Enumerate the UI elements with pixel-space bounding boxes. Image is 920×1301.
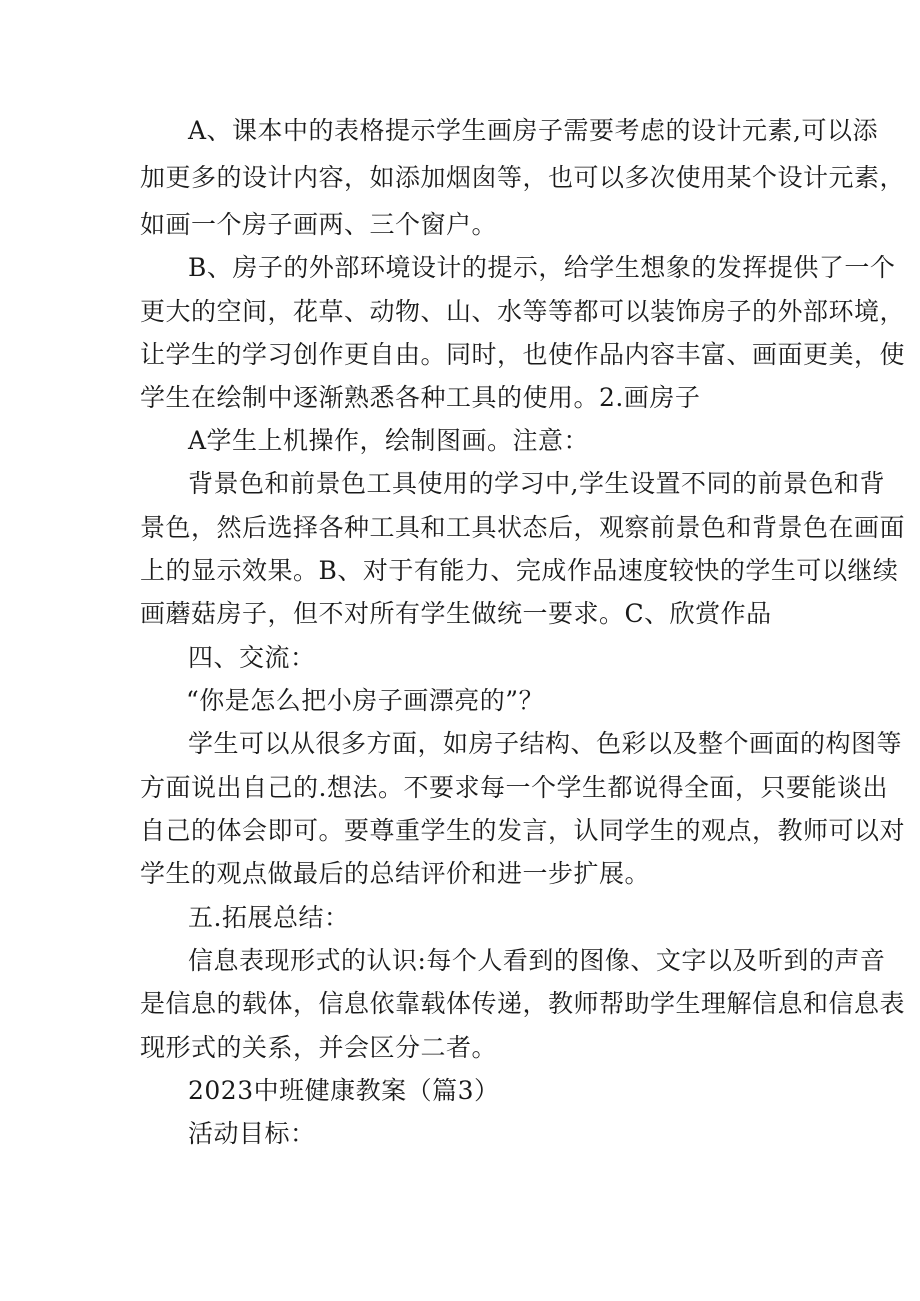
paragraph-student-line-4: 学生的观点做最后的总结评价和进一步扩展。	[140, 859, 651, 888]
paragraph-info-line-2: 是信息的载体，信息依靠载体传递，教师帮助学生理解信息和信息表	[140, 989, 906, 1018]
paragraph-a-line-2: 加更多的设计内容，如添加烟囱等，也可以多次使用某个设计元素，	[140, 163, 906, 192]
paragraph-student-line-1: 学生可以从很多方面，如房子结构、色彩以及整个画面的构图等	[188, 729, 903, 758]
paragraph-student-line-3: 自己的体会即可。要尊重学生的发言，认同学生的观点，教师可以对	[140, 816, 906, 845]
section-heading-exchange: 四、交流：	[188, 643, 316, 672]
paragraph-b-line-2: 更大的空间，花草、动物、山、水等等都可以装饰房子的外部环境，	[140, 297, 906, 326]
paragraph-b-line-1: B、房子的外部环境设计的提示，给学生想象的发挥提供了一个	[188, 253, 896, 282]
paragraph-a-line-1: A、课本中的表格提示学生画房子需要考虑的设计元素,可以添	[188, 116, 879, 145]
section-heading-summary: 五.拓展总结：	[188, 903, 350, 932]
paragraph-b-line-4: 学生在绘制中逐渐熟悉各种工具的使用。2.画房子	[140, 383, 701, 412]
paragraph-info-line-1: 信息表现形式的认识:每个人看到的图像、文字以及听到的声音	[188, 946, 886, 975]
question-quote: “你是怎么把小房子画漂亮的”？	[186, 686, 545, 715]
paragraph-color-line-3: 上的显示效果。B、对于有能力、完成作品速度较快的学生可以继续	[140, 556, 899, 585]
paragraph-info-line-3: 现形式的关系，并会区分二者。	[140, 1033, 498, 1062]
paragraph-student-line-2: 方面说出自己的.想法。不要求每一个学生都说得全面，只要能谈出	[140, 773, 888, 802]
paragraph-b-line-3: 让学生的学习创作更自由。同时，也使作品内容丰富、画面更美，使	[140, 340, 906, 369]
lesson-title: 2023中班健康教案（篇3）	[188, 1076, 500, 1105]
paragraph-a-line-3: 如画一个房子画两、三个窗户。	[140, 210, 498, 239]
paragraph-color-line-2: 景色，然后选择各种工具和工具状态后，观察前景色和背景色在画面	[140, 513, 906, 542]
paragraph-color-line-1: 背景色和前景色工具使用的学习中,学生设置不同的前景色和背	[188, 469, 885, 498]
paragraph-draw-line-1: A学生上机操作，绘制图画。注意：	[188, 426, 590, 455]
paragraph-color-line-4: 画蘑菇房子，但不对所有学生做统一要求。C、欣赏作品	[140, 599, 772, 628]
activity-goals-heading: 活动目标：	[188, 1119, 316, 1148]
